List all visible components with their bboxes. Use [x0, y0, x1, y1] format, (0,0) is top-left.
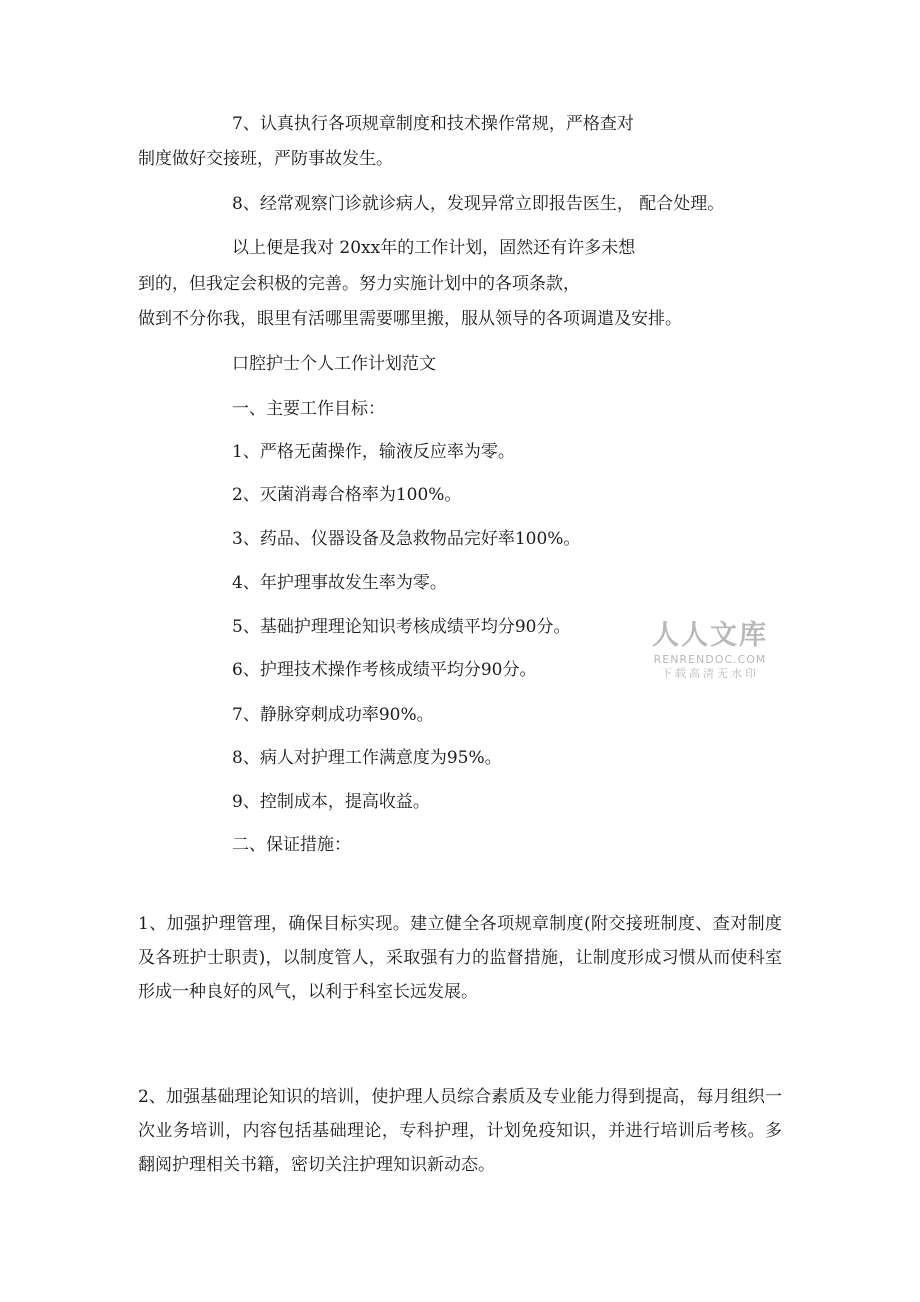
text-line-item8: 8、经常观察门诊就诊病人，发现异常立即报告医生， 配合处理。 — [232, 194, 725, 214]
measure-paragraph: 1、加强护理管理，确保目标实现。建立健全各项规章制度(附交接班制度、查对制度及各班护士职责)，以制度管人，采取强有力的监督措施，让制度形成习惯从而使科室形成一种良好的风气，以利于科室长远发展。 — [138, 914, 782, 1002]
watermark — [640, 620, 780, 681]
watermark-logo-text: 人人文库 — [652, 620, 768, 651]
heading-measures: 二、保证措施： — [232, 835, 351, 855]
watermark-subtitle: 下载高清无水印 — [661, 667, 759, 680]
goal-item: 8、病人对护理工作满意度为95%。 — [232, 748, 502, 768]
measure-paragraph: 2、加强基础理论知识的培训，使护理人员综合素质及专业能力得到提高，每月组织一次业务培训，内容包括基础理论，专科护理，计划免疫知识，并进行培训后考核。多翻阅护理相关书籍，密切关注护理知识新动态。 — [138, 1087, 782, 1175]
watermark-domain: RENRENDOC.COM — [653, 653, 767, 666]
goal-item: 5、基础护理理论知识考核成绩平均分90分。 — [232, 617, 571, 637]
goal-item: 2、灭菌消毒合格率为100%。 — [232, 485, 462, 505]
section-title: 口腔护士个人工作计划范文 — [232, 354, 436, 374]
goal-item: 4、年护理事故发生率为零。 — [232, 573, 447, 593]
goal-item: 7、静脉穿刺成功率90%。 — [232, 705, 434, 725]
goal-item: 1、严格无菌操作，输液反应率为零。 — [232, 442, 515, 462]
goal-item: 6、护理技术操作考核成绩平均分90分。 — [232, 660, 537, 680]
text-line-conclusion-cont1: 到的，但我定会积极的完善。努力实施计划中的各项条款， — [138, 274, 580, 294]
text-line-conclusion: 以上便是我对 20xx年的工作计划，固然还有许多未想 — [232, 238, 636, 258]
goal-item: 3、药品、仪器设备及急救物品完好率100%。 — [232, 529, 581, 549]
text-line-item7: 7、认真执行各项规章制度和技术操作常规，严格查对 — [232, 114, 634, 134]
text-line-conclusion-cont2: 做到不分你我，眼里有活哪里需要哪里搬，服从领导的各项调遣及安排。 — [138, 309, 682, 329]
heading-goals: 一、主要工作目标： — [232, 399, 385, 419]
goal-item: 9、控制成本，提高收益。 — [232, 792, 430, 812]
text-line-item7-cont: 制度做好交接班，严防事故发生。 — [138, 149, 393, 169]
